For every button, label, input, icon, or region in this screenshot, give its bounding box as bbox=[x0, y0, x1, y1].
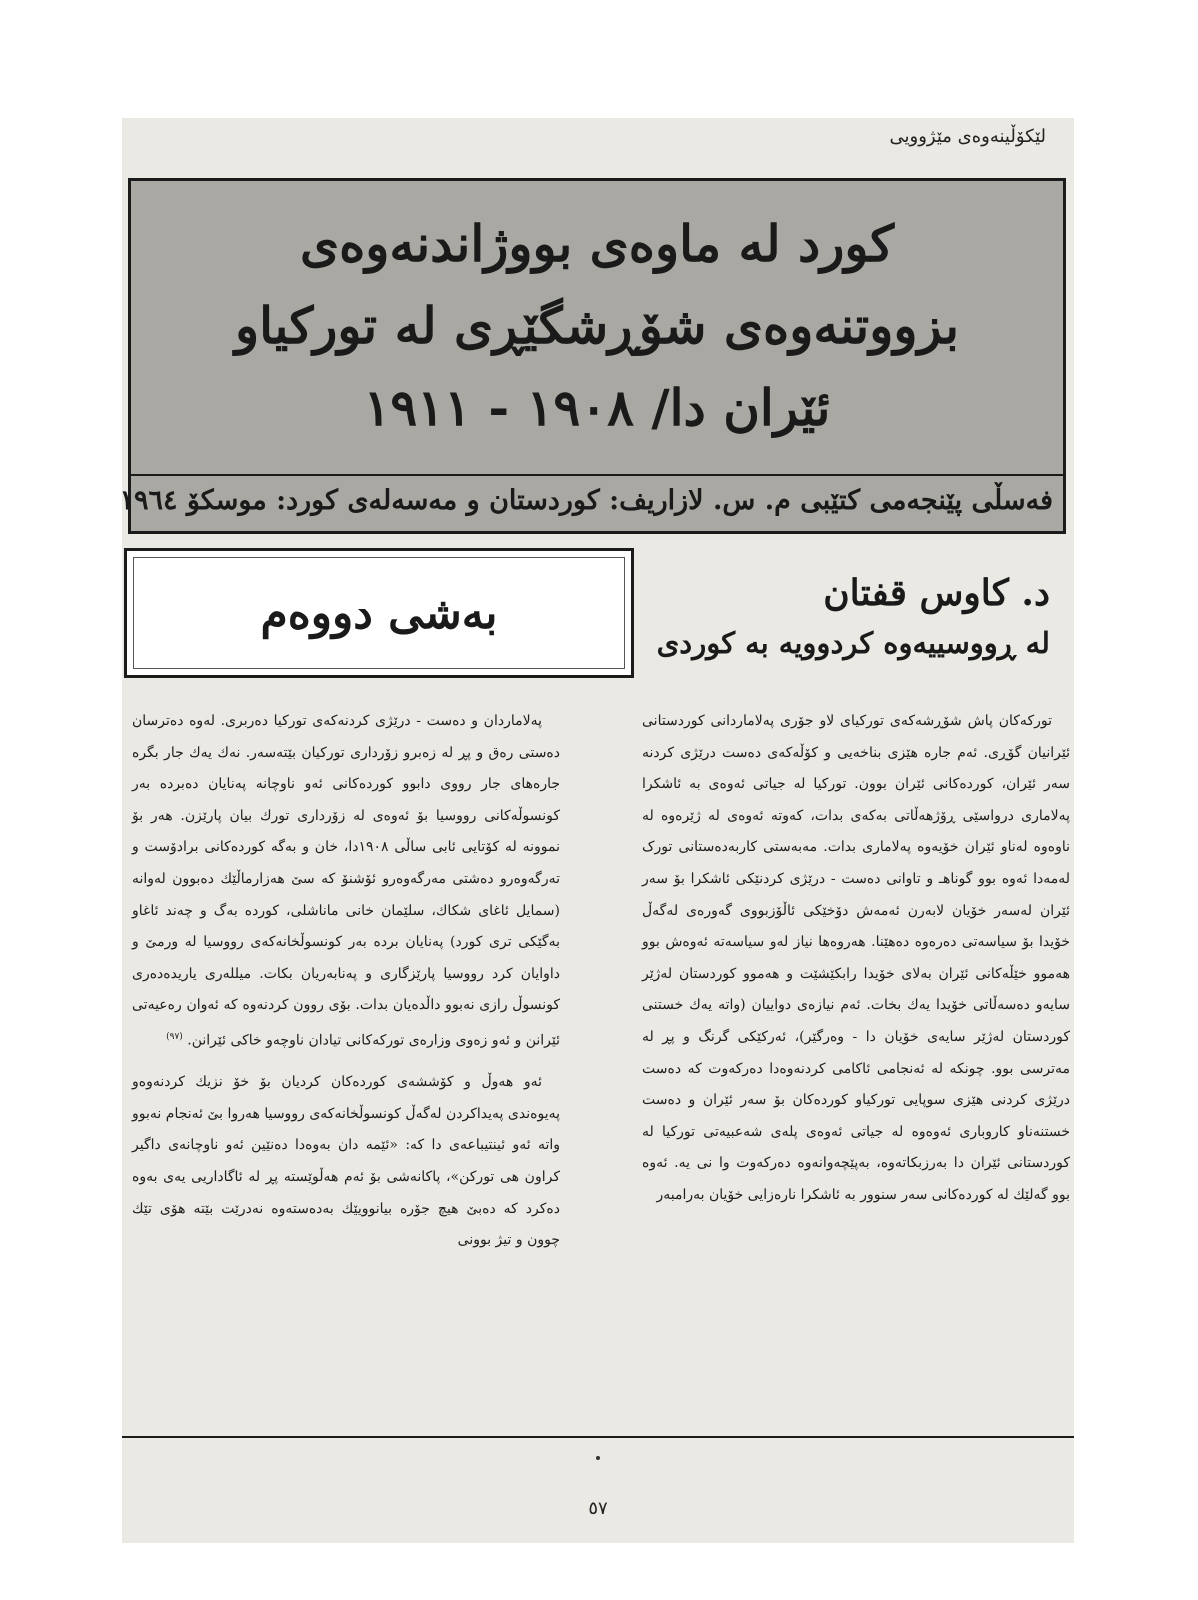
running-head: لێکۆڵینەوەی مێژوویی bbox=[889, 126, 1046, 147]
ornament-dot bbox=[596, 1456, 600, 1460]
column-right bbox=[642, 706, 1070, 1406]
paragraph: ئەو هەوڵ و کۆششەی کوردەکان کردیان بۆ خۆ نزیك کردنەوەو پەیوەندی پەیداکردن لەگەڵ کونسوڵخانەکەی رووسیا هەروا بێ ئەنجام نەبوو واتە ئەو ئینتیباعەی دا کە: «ئێمە دان بەوەدا دەنێین ئەو ناوچانەی داگیر کراون هی تورکن»، پاکانەشی بۆ ئەم هەڵوێستە پڕ لە ئاگاداریی یەی بەوە دەکرد کە دەبێ هیچ جۆرە بیانوویێك بەدەستەوە نەدرێت بێتە هۆی تێك چوون و تیژ بوونی bbox=[132, 1074, 560, 1249]
magazine-page bbox=[119, 118, 1074, 1543]
author-name: د. کاوس قفتان bbox=[823, 572, 1050, 614]
footnote-marker: (٩٧) bbox=[166, 1031, 183, 1042]
paragraph bbox=[132, 706, 560, 1057]
title-line-1: کورد لە ماوەی بووژاندنەوەی bbox=[299, 214, 895, 273]
paragraph: تورکەکان پاش شۆڕشەکەی تورکیای لاو جۆری پەلاماردانی کوردستانی ئێرانیان گۆڕی. ئەم جارە هێزی بناخەیی و کۆڵەکەی دەست درێژی کردنە سەر ئێران، کوردەکانی ئێران بوون. تورکیا لە جیاتی ئەوەی بە ئاشکرا پەلاماری درواسێی ڕۆژهەڵاتی بەکەی بدات، کەوتە ئەوەی لە ژێرەوە لە ناوەوە لەناو ئێران خۆیەوە پەلاماری بدات. مەبەستی کاربەدەستانی تورک لەمەدا ئەوە بوو گوناهـ و تاوانی دەست - درێژی کردنێکی ئاشکرا بۆ سەر ئێران لەسەر خۆیان لابەرن ئەمەش دۆخێکی ئاڵۆزبووی گەورەی لەگەڵ خۆیدا بۆ سیاسەتی دەرەوە دەهێنا. هەروەها نیاز لەو سیاسەتە ئەوەش بوو هەموو خێڵەکانی ئێران بەلای خۆیدا رابکێشێت و هەموو کوردستان لەژێر سایەو دەسەڵاتی خۆیدا یەك بخات. ئەم نیازەی دواییان (واتە یەك خستنی کوردستان لەژێر سایەی خۆیان دا - وەرگێر)، ئەرکێکی گرنگ و پڕ لە مەترسی بوو. چونکە لە ئەنجامی ئاکامی کردنەوەدا دەرکەوت کە دەست درێژی کردنی هێزی سوپایی تورکیاو کوردەکان بۆ سەر ئێران و دەست خستنەناو کاروباری ئەوەوە لە جیاتی ئەوەی پلەی شەعبیەتی تورکیا لە کوردستانی ئێران دا بەرزبکاتەوە، بەپێچەوانەوە دەرکەوت وا نی یە. ئەوە بوو گەلێك لە کوردەکانی سەر سنوور بە ئاشکرا نارەزایی خۆیان بەرامبەر bbox=[642, 713, 1070, 1203]
part-label-box bbox=[124, 548, 634, 678]
bottom-rule bbox=[122, 1436, 1074, 1438]
column-left bbox=[132, 706, 560, 1406]
title-box bbox=[119, 178, 1066, 534]
paragraph-text: پەلاماردان و دەست - درێژی کردنەکەی تورکیا دەربری. لەوە دەترسان دەستی رەق و پڕ لە زەبرو زۆرداری تورکیان بێتەسەر. نەك یەك جار بگرە جارەهای جار رووی دابوو کوردەکانی ئەو ناوچانە پەنایان دەبردە بەر کونسوڵەکانی رووسیا بۆ ئەوەی لە زۆرداری تورك بیان پارێزن. هەر بۆ نموونە لە کۆتایی ئابی ساڵی ١٩٠٨دا، خان و بەگە کوردەکانی برادۆست و تەرگەوەرو دەشتی مەرگەوەرو ئۆشنۆ کە سێ هەزارماڵێك دەبوون لەوانە (سمایل ئاغای شکاك، سلێمان خانی ماناشلی، کوردە بەگ و چەند ئاغاو بەگێکی تری کورد) پەنایان بردە بەر کونسوڵخانەکەی رووسیا لە ورمێ و داوایان کرد رووسیا پارێزگاری و پەنابەریان بکات. میللەری یاریدەدەری کونسوڵ رازی نەبوو داڵدەیان بدات. بۆی روون کردنەوە کە ئەوان رەعیەتی ئێرانن و ئەو زەوی وزارەی تورکەکانی تیادان ناوچەو خاکی ئێرانن. bbox=[132, 713, 560, 1049]
page-number: ٥٧ bbox=[588, 1498, 608, 1519]
part-label: بەشی دووەم bbox=[133, 557, 625, 669]
title bbox=[171, 203, 1023, 449]
title-divider bbox=[131, 474, 1063, 476]
translation-note: لە ڕووسییەوە کردوویە بە کوردی bbox=[656, 626, 1050, 660]
source-line: فەسڵی پێنجەمی کتێبی م. س. لازاریف: کوردستان و مەسەلەی کورد: موسکۆ ١٩٦٤ bbox=[119, 485, 1053, 516]
title-line-2: بزووتنەوەی شۆڕشگێڕی لە تورکیاو bbox=[235, 296, 959, 355]
title-line-3: ئێران دا/ ١٩٠٨ - ١٩١١ bbox=[363, 378, 831, 437]
author-block bbox=[650, 566, 1050, 666]
